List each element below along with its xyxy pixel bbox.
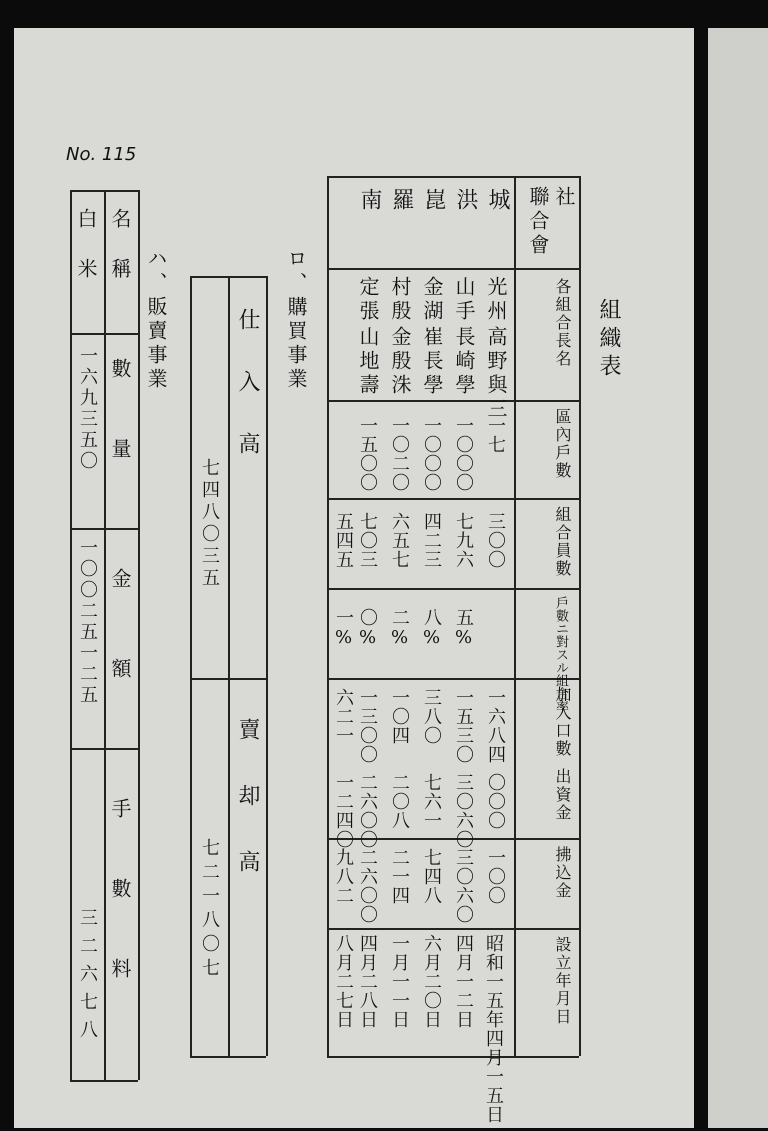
row-date: 昭和一五年四月一五日	[483, 934, 504, 1124]
row-members: 七〇三	[357, 512, 378, 569]
table-rule-1	[327, 268, 579, 270]
header-founded: 設立年月日	[553, 936, 572, 1026]
header-names: 各組合長名	[553, 278, 572, 368]
row-rate: 五%	[453, 608, 474, 649]
row-paid: 二六〇〇	[357, 848, 378, 924]
row-members: 四二三	[421, 512, 442, 569]
row-investment: 一二四〇	[333, 773, 354, 849]
row-date: 八月二七日	[333, 934, 354, 1029]
purchase-col-in: 仕入高	[235, 308, 260, 494]
table-rule-3	[327, 498, 579, 500]
header-members: 組合員數	[553, 506, 572, 578]
purchase-border-left	[190, 276, 192, 1056]
row-union: 山手	[452, 276, 476, 324]
row-shares: 一五三〇	[453, 688, 474, 764]
row-shares: 六二一	[333, 688, 354, 745]
adjacent-page-edge	[708, 28, 768, 1128]
page-number: No. 115	[66, 144, 137, 165]
table-rule-4	[327, 588, 579, 590]
table-divider	[514, 176, 516, 1056]
header-rate: 戶數ニ對スル組合率	[553, 596, 568, 713]
sales-rule-2	[70, 528, 138, 530]
row-members: 六五七	[389, 512, 410, 569]
purchase-val-sold: 七二一八〇七	[199, 838, 220, 982]
header-paid: 拂込金	[553, 846, 572, 900]
purchase-border-right	[266, 276, 268, 1056]
purchase-top-rule	[190, 276, 266, 278]
sales-rule-1	[70, 333, 138, 335]
row-name: 高野與三	[484, 326, 508, 422]
purchase-col-sold: 賣却高	[235, 718, 260, 916]
row-households: 一七	[485, 416, 506, 454]
sales-bottom-rule	[70, 1080, 138, 1082]
row-company: 南	[357, 188, 382, 218]
sales-col-name: 名稱	[108, 208, 132, 308]
purchase-val-in: 七四八〇三五	[199, 458, 220, 590]
row-rate: 二%	[389, 608, 410, 649]
row-company: 崑	[421, 188, 446, 218]
row-households: 一〇二〇	[389, 416, 410, 492]
purchase-divider	[228, 276, 230, 1056]
row-households: 一五〇〇	[357, 416, 378, 492]
row-paid: 一〇〇	[485, 848, 506, 905]
sales-top-rule	[70, 190, 138, 192]
row-company: 城	[485, 188, 510, 218]
row-investment: 〇〇〇	[485, 773, 506, 830]
row-date: 六月二〇日	[421, 934, 442, 1029]
row-rate: 一%	[333, 608, 354, 649]
sales-col-fee: 手數料	[108, 798, 132, 1038]
purchase-bottom-rule	[190, 1056, 266, 1058]
table-border-left	[327, 176, 329, 1056]
sales-qty: 一六九三五〇	[77, 346, 98, 472]
row-union: 定張	[356, 276, 380, 324]
row-company: 羅	[389, 188, 414, 218]
sales-border-left	[70, 190, 72, 1080]
sales-col-amount: 金額	[108, 568, 132, 748]
page-title: 組織表	[596, 298, 621, 382]
sales-amount: 一〇〇二五一二五	[77, 538, 98, 706]
sales-rule-3	[70, 748, 138, 750]
section-sales-heading: ハ、販賣事業	[144, 248, 168, 392]
document-page	[14, 28, 694, 1128]
row-households: 一〇〇〇	[421, 416, 442, 492]
row-date: 一月一一日	[389, 934, 410, 1029]
row-union: 金湖	[420, 276, 444, 324]
header-company: 社	[552, 186, 576, 210]
row-union: 村殷	[388, 276, 412, 324]
section-purchase-heading: ロ、購買事業	[284, 248, 308, 392]
header-households: 區內戶數	[553, 408, 572, 480]
row-paid: 三〇六〇	[453, 848, 474, 924]
row-investment: 二六〇〇	[357, 773, 378, 849]
sales-fee: 三二六七八	[77, 908, 98, 1048]
row-shares: 一三〇〇	[357, 688, 378, 764]
table-rule-2	[327, 400, 579, 402]
row-members: 七九六	[453, 512, 474, 569]
row-members: 五四五	[333, 512, 354, 569]
table-border-right	[579, 176, 581, 1056]
row-shares: 一〇四	[389, 688, 410, 745]
sales-border-right	[138, 190, 140, 1080]
row-name: 長崎學	[452, 326, 476, 398]
sales-item: 白米	[74, 208, 98, 308]
row-date: 四月一二日	[453, 934, 474, 1029]
sales-divider	[104, 190, 106, 1080]
row-members: 三〇〇	[485, 512, 506, 569]
row-paid: 七四八	[421, 848, 442, 905]
row-union: 光州	[484, 276, 508, 324]
row-paid: 九八二	[333, 848, 354, 905]
row-investment: 三〇六〇	[453, 773, 474, 849]
row-name: 山地壽	[356, 326, 380, 398]
row-date: 四月二八日	[357, 934, 378, 1029]
table-rule-5	[327, 678, 579, 680]
table-top-rule	[327, 176, 579, 178]
row-shares: 一六八四	[485, 688, 506, 764]
header-union: 聯合會	[526, 186, 550, 258]
header-shares: 加入口數	[553, 686, 572, 758]
row-rate: 〇%	[357, 608, 378, 649]
row-rate: 八%	[421, 608, 442, 649]
table-rule-7	[327, 928, 579, 930]
row-paid: 二一四	[389, 848, 410, 905]
row-investment: 二〇八	[389, 773, 410, 830]
row-shares: 三八〇	[421, 688, 442, 745]
row-name: 金殷洙	[388, 326, 412, 398]
row-name: 崔長學	[420, 326, 444, 398]
table-bottom-rule	[327, 1056, 579, 1058]
purchase-mid-rule	[190, 678, 266, 680]
header-investment: 出資金	[553, 768, 572, 822]
row-company: 洪	[453, 188, 478, 218]
row-investment: 七六一	[421, 773, 442, 830]
row-households: 一〇〇〇	[453, 416, 474, 492]
sales-col-qty: 數量	[108, 358, 132, 518]
